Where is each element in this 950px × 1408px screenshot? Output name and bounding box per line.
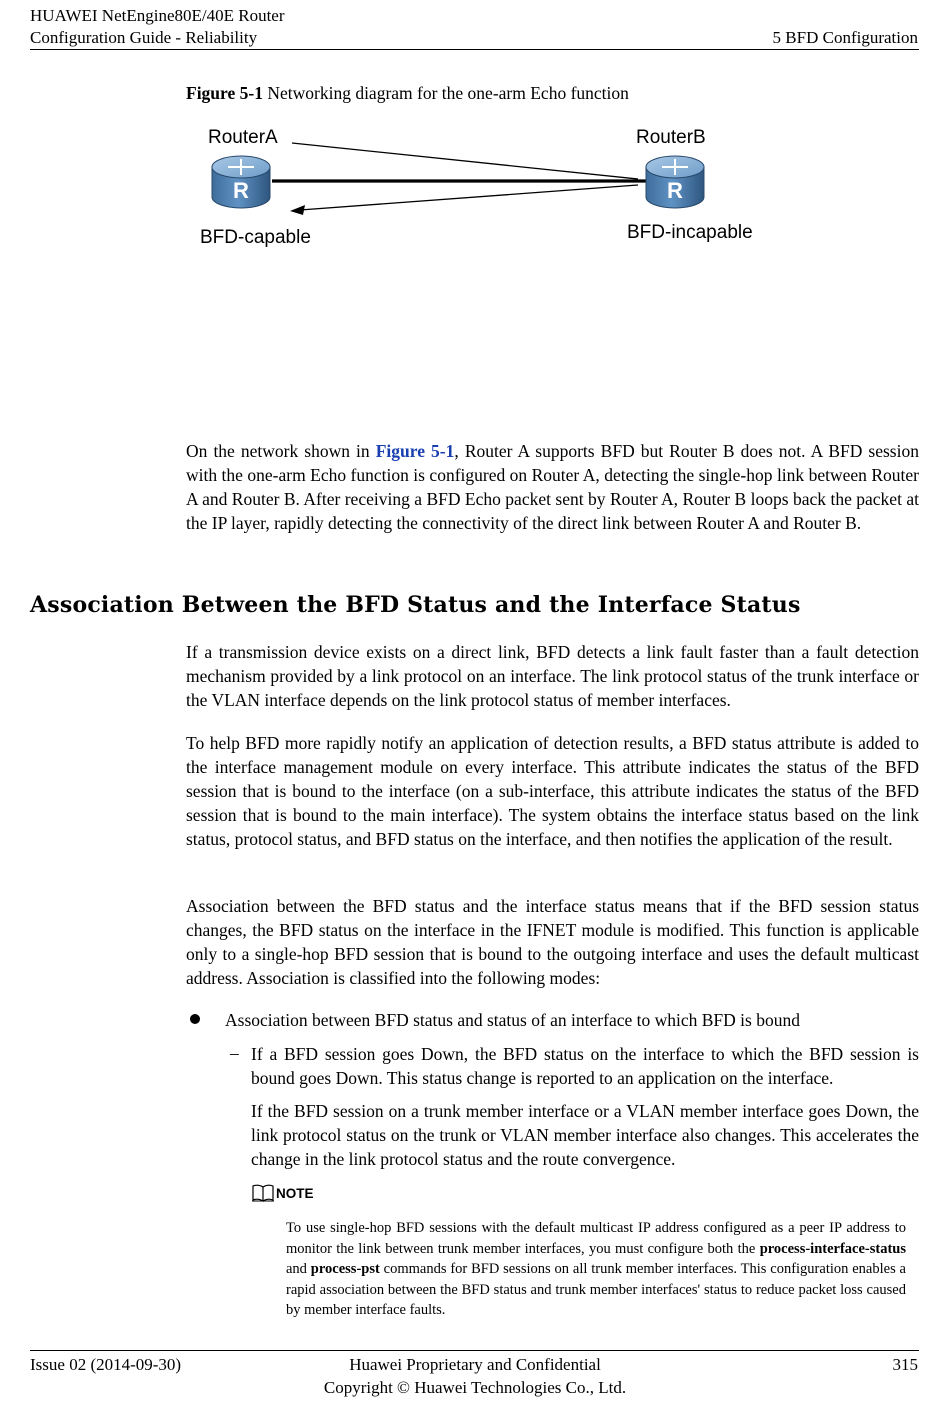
header-product: HUAWEI NetEngine80E/40E Router [30, 6, 285, 25]
figure-link[interactable]: Figure 5-1 [375, 441, 455, 461]
footer-copyright: Copyright © Huawei Technologies Co., Ltd. [323, 1378, 627, 1397]
router-a-icon [212, 156, 270, 208]
intro-prefix: On the network shown in [186, 441, 376, 461]
footer-confidential: Huawei Proprietary and Confidential [349, 1355, 601, 1374]
note-book-icon [251, 1183, 275, 1203]
note-text-3: commands for BFD sessions on all trunk member interfaces. This configuration enables a rapid association between the BFD status and trunk member interfaces' status to reduce packet loss caused by member interface faults. [286, 1261, 906, 1319]
echo-return-arrowhead [290, 205, 305, 215]
dash-marker: – [230, 1043, 239, 1063]
router-a-label: RouterA [208, 127, 278, 148]
dash-item [251, 1042, 919, 1090]
router-b-glyph: R [667, 178, 683, 203]
page-number: 315 [892, 1355, 918, 1374]
router-b-label: RouterB [636, 127, 706, 148]
note-command-1: process-interface-status [759, 1240, 906, 1257]
note-command-2: process-pst [310, 1261, 380, 1278]
header-rule [30, 49, 919, 50]
router-b-icon [646, 156, 704, 208]
figure-caption-text: Networking diagram for the one-arm Echo function [262, 83, 629, 103]
note-text-1: To use single-hop BFD sessions with the default multicast IP address configured as a peer IP address to monitor the link between trunk member interfaces, you must configure both the [286, 1220, 906, 1257]
echo-send-line [292, 143, 638, 179]
intro-paragraph [186, 439, 919, 535]
networking-diagram [186, 115, 786, 265]
section-paragraph-1 [186, 640, 919, 712]
figure-caption [186, 82, 629, 104]
sub-paragraph [251, 1099, 919, 1171]
router-a-description: BFD-capable [200, 227, 311, 248]
router-a-glyph: R [233, 178, 249, 203]
paragraph-1-text: If a transmission device exists on a direct link, BFD detects a link fault faster than a fault detection mechanism provided by a link protocol on an interface. The link protocol status of the trunk interface or the VLAN interface depends on the link protocol status of member interfaces. [186, 642, 919, 710]
note-label: NOTE [276, 1186, 314, 1201]
footer-rule [30, 1350, 919, 1351]
paragraph-3-text: Association between the BFD status and the interface status means that if the BFD session status changes, the BFD status on the interface in the IFNET module is modified. This function is applicable only to a single-hop BFD session that is bound to the outgoing interface and uses the default multicast address. Association is classified into the following modes: [186, 896, 919, 988]
header-guide: Configuration Guide - Reliability [30, 28, 258, 47]
paragraph-2-text: To help BFD more rapidly notify an application of detection results, a BFD status attribute is added to the interface management module on every interface. This attribute indicates the status of the BFD session that is bound to the interface (on a sub-interface, this attribute indicates the status of the BFD session that is bound to the main interface). The system obtains the interface status based on the link status, protocol status, and BFD status on the interface, and then notifies the application of the result. [186, 733, 919, 849]
intro-suffix: , Router A supports BFD but Router B does not. A BFD session with the one-arm Echo function is configured on Router A, detecting the single-hop link between Router A and Router B. After receiving a BFD Echo packet sent by Router A, Router B loops back the packet at the IP layer, rapidly detecting the connectivity of the direct link between Router A and Router B. [186, 441, 919, 533]
echo-return-line [300, 185, 638, 210]
figure-label: Figure 5-1 [186, 83, 263, 103]
section-paragraph-2 [186, 731, 919, 851]
section-paragraph-3 [186, 894, 919, 990]
section-title: Association Between the BFD Status and the Interface Status [30, 592, 801, 618]
sub-paragraph-text: If the BFD session on a trunk member interface or a VLAN member interface goes Down, the link protocol status on the trunk or VLAN member interface also changes. This accelerates the change in the link protocol status and the route convergence. [251, 1101, 919, 1169]
header-chapter: 5 BFD Configuration [772, 28, 918, 47]
bullet-text: Association between BFD status and status of an interface to which BFD is bound [225, 1010, 800, 1030]
note-text-2: and [286, 1261, 311, 1278]
bullet-item [225, 1008, 919, 1032]
note-body [286, 1218, 906, 1321]
router-b-description: BFD-incapable [627, 222, 753, 243]
dash-text: If a BFD session goes Down, the BFD status on the interface to which the BFD session is bound goes Down. This status change is reported to an application on the interface. [251, 1044, 919, 1088]
bullet-dot [190, 1014, 200, 1024]
footer-issue: Issue 02 (2014-09-30) [30, 1355, 182, 1374]
